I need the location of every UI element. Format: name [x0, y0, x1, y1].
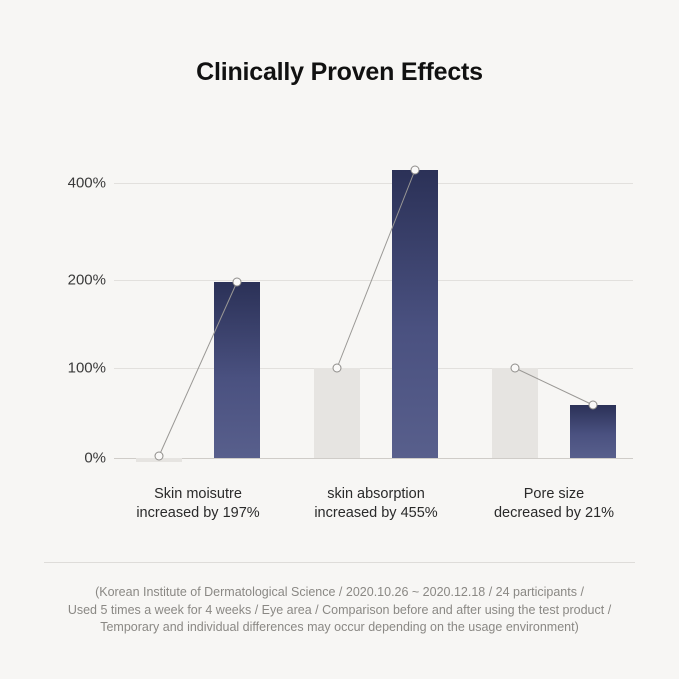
caption-pore-size: [459, 485, 649, 523]
footnote-line-1: (Korean Institute of Dermatological Science / 2020.10.26 ~ 2020.12.18 / 24 participants /: [95, 585, 584, 599]
gridline-100: [114, 368, 633, 369]
footer-divider: [44, 562, 635, 563]
gridline-200: [114, 280, 633, 281]
caption-skin-absorption-line2: increased by 455%: [314, 505, 438, 521]
caption-skin-moisture-line2: increased by 197%: [136, 505, 260, 521]
bar-before-pore-size: [492, 368, 538, 458]
caption-skin-absorption-line1: skin absorption: [327, 486, 425, 502]
footnote-line-3: Temporary and individual differences may occur depending on the usage environment): [100, 620, 579, 634]
bar-after-skin-moisture: [214, 282, 260, 458]
plot-canvas: [114, 170, 633, 470]
caption-pore-size-line2: decreased by 21%: [493, 505, 615, 521]
y-tick-200: 200%: [67, 271, 106, 289]
caption-skin-moisture: [103, 485, 293, 523]
y-tick-400: 400%: [67, 174, 106, 192]
bar-after-skin-absorption: [392, 170, 438, 458]
y-axis: [48, 170, 114, 470]
chart-plot-area: [48, 170, 633, 470]
footnote: [0, 584, 679, 637]
point-marker-after-skin-moisture: [233, 278, 242, 287]
y-tick-0: 0%: [84, 449, 106, 467]
point-marker-after-skin-absorption: [411, 166, 420, 175]
page-title: Clinically Proven Effects: [196, 58, 483, 86]
caption-skin-absorption: [281, 485, 471, 523]
gridline-400: [114, 183, 633, 184]
point-marker-before-pore-size: [511, 364, 520, 373]
trend-connector-lines: [114, 170, 633, 470]
footnote-line-2: Used 5 times a week for 4 weeks / Eye area / Comparison before and after using the test product /: [67, 602, 612, 617]
x-axis-captions: [114, 485, 633, 535]
point-marker-after-pore-size: [589, 401, 598, 410]
gridline-0: [114, 458, 633, 459]
y-tick-100: 100%: [67, 359, 106, 377]
caption-skin-moisture-line1: Skin moisutre: [154, 486, 242, 502]
point-marker-before-skin-absorption: [333, 364, 342, 373]
bar-after-pore-size: [570, 405, 616, 458]
bar-before-skin-absorption: [314, 368, 360, 458]
caption-pore-size-line1: Pore size: [523, 486, 585, 502]
point-marker-before-skin-moisture: [155, 452, 164, 461]
